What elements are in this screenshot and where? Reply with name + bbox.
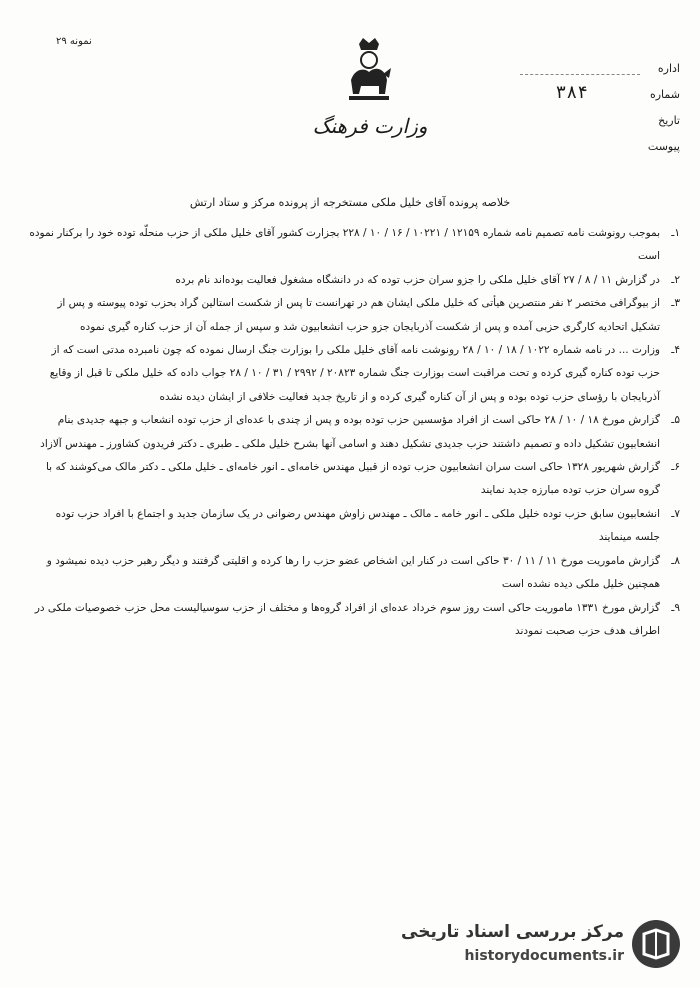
item-number: ۴ـ [671, 344, 680, 357]
form-number: نمونه ۲۹ [56, 36, 92, 47]
list-item [28, 409, 680, 456]
header-fields [480, 62, 680, 166]
field-date [480, 114, 680, 140]
list-item [28, 269, 680, 292]
list-item [28, 339, 680, 409]
item-number: ۲ـ [671, 273, 680, 286]
item-number: ۵ـ [671, 414, 680, 427]
list-item [28, 456, 680, 503]
field-line [520, 74, 640, 75]
list-item [28, 597, 680, 644]
list-item [28, 292, 680, 339]
item-text: گزارش مورخ ۱۸ / ۱۰ / ۲۸ حاکی است از افراد مؤسسین حزب توده بوده و پس از چندی با عده‌ای از حزب توده انشعاب و جبهه جدیدی بنام انشعابیون تشکیل داده و تصمیم داشتند حزب جدیدی تشکیل دهند و اسامی آنها بشرح خلیل ملکی ـ طبری ـ دکتر فریدون کشاورز ـ مهندس آلازاد [40, 414, 660, 450]
history-documents-logo-icon [632, 920, 680, 968]
field-attachment [480, 140, 680, 166]
list-item [28, 503, 680, 550]
item-text: در گزارش ۱۱ / ۸ / ۲۷ آقای خلیل ملکی را جزو سران حزب توده که در دانشگاه مشغول فعالیت بوده‌اند نام برده [175, 273, 660, 286]
field-label: تاریخ [658, 114, 680, 127]
item-text: انشعابیون سابق حزب توده خلیل ملکی ـ انور خامه ـ مالک ـ مهندس زاوش مهندس رضوانی در یک سازمان جدید و اجتماع با افراد حزب توده جلسه مینمایند [52, 507, 660, 544]
item-text: بموجب رونوشت نامه تصمیم نامه شماره ۱۲۱۵۹ / ۱۰۲۲۱ / ۱۶ / ۱۰ / ۲۲۸ بجزارت کشور آقای خلیل ملکی از حزب منحلّه توده خود را برکنار نموده است [26, 227, 660, 263]
item-number: ۹ـ [671, 601, 680, 614]
item-number: ۶ـ [671, 461, 680, 474]
item-text: وزارت ... در نامه شماره ۱۰۲۲ / ۱۸ / ۱۰ / ۲۸ رونوشت نامه آقای خلیل ملکی را بوزارت جنگ ارسال نموده که چون نامبرده مدتی است که از حزب توده کناره گیری کرده و تحت مراقبت است بوزارت جنگ شماره ۲۰۸۲۳ / ۲۹۹۲ / ۳۱ / ۱۰ / ۲۸ جواب داده که خلیل ملکی تا قبل از وقایع آذربایجان با رؤسای حزب توده بوده و پس از آن کناره گیری کرده و از تاریخ جدید فعالیت خلافی از ایشان دیده نشده [46, 344, 660, 403]
archive-url[interactable]: historydocuments.ir [464, 948, 624, 964]
field-label: شماره [649, 88, 680, 101]
item-text: گزارش شهریور ۱۳۲۸ حاکی است سران انشعابیون حزب توده از قبیل مهندس خامه‌ای ـ انور خامه‌ای ـ خلیل ملکی ـ دکتر مالک می‌کوشند که با گروه سران حزب توده مبارزه جدید نمایند [42, 461, 660, 497]
list-item [28, 550, 680, 597]
watermark-footer [401, 918, 680, 972]
item-text: از بیوگرافی مختصر ۲ نفر منتصرین هیأتی که خلیل ملکی ایشان هم در تهرانست تا پس از شکست استالین گراد بحزب توده پیوسته و پس از تشکیل اتحادیه کارگری حزبی آمده و پس از شکست آذربایجان جزو حزب انشعابیون شد و سپس از جمله آن از حزب کناره گیری نموده [54, 297, 660, 333]
document-items [26, 222, 680, 643]
item-text: گزارش مورخ ۱۳۳۱ ماموریت حاکی است روز سوم خرداد عده‌ای از افراد گروه‌ها و مختلف از حزب سوسیالیست محل حزب خصوصیات ملکی در اطراف هدف حزب صحبت نمودند [31, 601, 660, 637]
field-value: ۳۸۴ [555, 82, 588, 103]
field-label: اداره [657, 62, 680, 75]
ministry-name: وزارت فرهنگ [312, 114, 428, 138]
item-text: گزارش ماموریت مورخ ۱۱ / ۱۱ / ۳۰ حاکی است در کنار این اشخاص عضو حزب را رها کرده و اقلیتی گرفتند و دیگر رهبر حزب دیده نمیشود و همچنین خلیل ملکی دیده نشده است [43, 554, 660, 591]
item-number: ۸ـ [671, 554, 680, 567]
item-number: ۷ـ [671, 507, 680, 520]
archive-name: مرکز بررسی اسناد تاریخی [401, 922, 624, 942]
item-number: ۳ـ [671, 297, 680, 310]
item-number: ۱ـ [671, 227, 680, 239]
lion-and-sun-emblem-icon [345, 38, 393, 106]
document-title: خلاصه پرونده آقای خلیل ملکی مستخرجه از پرونده مرکز و ستاد ارتش [189, 196, 511, 209]
field-number [480, 82, 680, 114]
field-label: پیوست [647, 140, 680, 153]
list-item [26, 222, 680, 269]
